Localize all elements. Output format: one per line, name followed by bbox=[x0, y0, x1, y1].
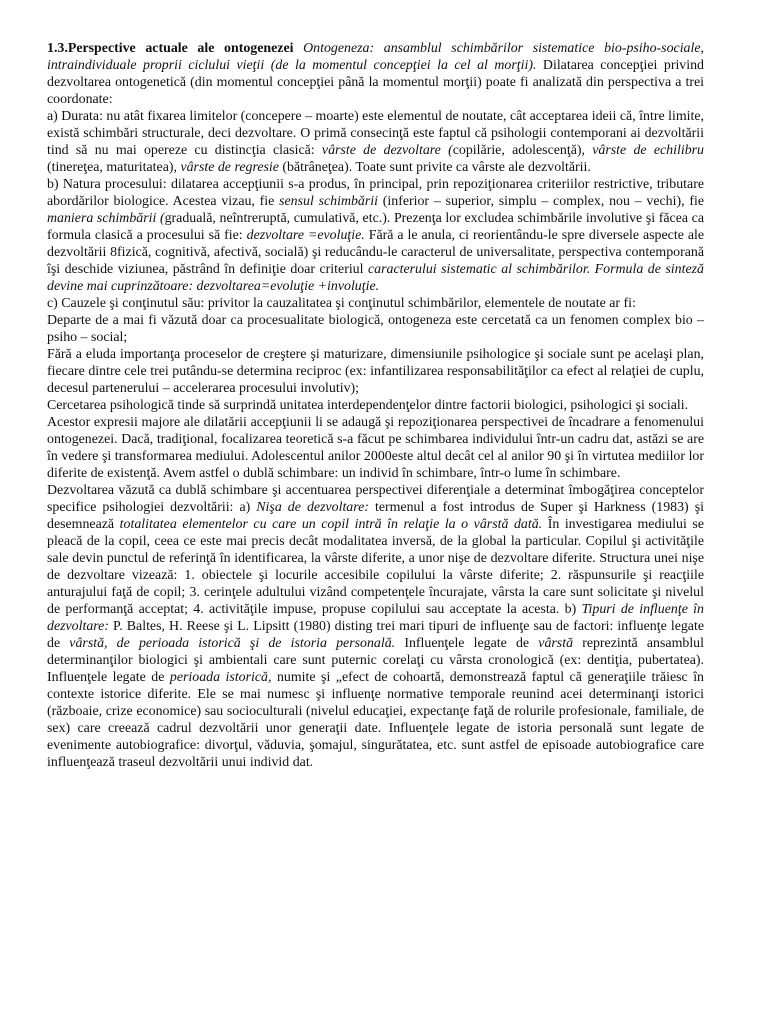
paragraph-b-natura bbox=[47, 176, 704, 295]
text-run: b) Natura procesului: dilatarea accepţiunii s-a produs, în principal, prin repoziţionarea criteriilor restrictive, tributare abordărilor biologice. Acestea vizau, fie bbox=[47, 177, 704, 209]
text-run: Dezvoltarea văzută ca dublă schimbare şi accentuarea perspectivei diferenţiale a determinat îmbogăţirea conceptelor specifice psihologiei dezvoltării: a) bbox=[47, 483, 704, 515]
text-run: a) Durata: nu atât fixarea limitelor (concepere – moarte) este elementul de noutate, cât acceptarea ideii că, între limite, există schimbări structurale, deci dezvoltare. O primă consecinţă este faptul că psihologii contemporani ai dezvoltării tind să nu mai opereze cu distincţia clasică: bbox=[47, 109, 704, 158]
list-item: Fără a eluda importanţa proceselor de creştere şi maturizare, dimensiunile psihologice şi sociale sunt pe acelaşi plan, fiecare dintre cele trei putându-se determina reciproc (ex: infantilizarea responsabilităţilor ca efect al relaţiei de cuplu, decesul partenerului – accelerarea procesului involutiv); bbox=[47, 347, 704, 396]
paragraph-a-durata bbox=[47, 108, 704, 176]
emphasis-run: dezvoltare =evoluţie. bbox=[246, 228, 365, 243]
intro-text: Dilatarea concepţiei privind dezvoltarea ontogenetică (din momentul concepţiei până la momentul morţii) poate fi analizată din perspectiva a trei coordonate: bbox=[47, 58, 705, 107]
emphasis-run: vârste de echilibru bbox=[592, 143, 704, 158]
paragraph-c-cauze: c) Cauzele şi conţinutul său: privitor la cauzalitatea şi conţinutul schimbărilor, elementele de noutate ar fi: bbox=[47, 296, 636, 311]
emphasis-run: totalitatea elementelor cu care un copil intră în relaţie la o vârstă dată. bbox=[119, 517, 543, 532]
list-item: Cercetarea psihologică tinde să surprindă unitatea interdependenţelor dintre factorii biologici, psihologici şi sociali. bbox=[47, 398, 689, 413]
emphasis-run: maniera schimbării ( bbox=[47, 211, 165, 226]
text-run: Fără a le anula, ci reorientându-le spre diversele aspecte ale dezvoltării 8fizică, cognitivă, afectivă, socială) şi reducându-le caracterul de universalitate, perspectiva contemporană îşi deschide viziunea, păstrând în definiţie doar criteriul bbox=[47, 228, 705, 277]
ontogeneza-definition: Ontogeneza: ansamblul schimbărilor sistematice bio-psiho-sociale, intraindividuale proprii ciclului vieţii (de la momentul concepţiei la cel al morţii). bbox=[47, 41, 704, 73]
emphasis-run: caracterului sistematic al schimbărilor. Formula de sinteză devine mai cuprinzătoare: dezvoltarea=evoluţie +involuţie. bbox=[47, 262, 704, 294]
emphasis-run: Nişa de dezvoltare: bbox=[256, 500, 369, 515]
text-run: termenul a fost introdus de Super şi Harkness (1983) şi desemnează bbox=[47, 500, 704, 532]
emphasis-run: perioada istorică, bbox=[169, 670, 272, 685]
text-run: Influenţele legate de bbox=[395, 636, 539, 651]
text-run: (inferior – superior, simplu – complex, nou – vechi), fie bbox=[378, 194, 704, 209]
text-run: graduală, neîntreruptă, cumulativă, etc.). Prezenţa lor excludea schimbările involutive şi făcea ca formula clasică a procesului să fie: bbox=[47, 211, 704, 243]
section-heading: 1.3.Perspective actuale ale ontogenezei bbox=[47, 41, 294, 56]
text-run: copilărie, adolescenţă), bbox=[452, 143, 593, 158]
paragraph-expresii: Acestor expresii majore ale dilatării accepţiunii li se adaugă şi repoziţionarea perspectivei de încadrare a fenomenului ontogenezei. Dacă, tradiţional, focalizarea teoretică s-a făcut pe schimbarea individului într-un cadru dat, astăzi se are în vedere şi transformarea mediului. Adolescentul anilor 2000este altul decât cel al anilor 90 şi în virtutea mediilor lor diferite de existenţă. Avem astfel o dublă schimbare: un individ în schimbare, într-o lume în schimbare. bbox=[47, 415, 704, 481]
text-run: (tinereţea, maturitatea), bbox=[47, 160, 181, 175]
text-run: numite şi „efect de cohoartă, demonstrează faptul că generaţiile trăiesc în contexte istorice diferite. Ele se mai numesc şi influenţe normative temporale reunind acei determinanţi istorici (războaie, crize economice) sau socioculturali (nivelul educaţiei, expectanţe faţă de rolurile profesionale, familiale, de sex) care creează cadrul dezvoltării unor generaţii date. Influenţele legate de istoria personală sunt legate de evenimente autobiografice: divorţul, văduvia, şomajul, singurătatea, etc. sunt astfel de episoade autobiografice care influenţează traseul dezvoltării unui individ dat. bbox=[47, 670, 704, 770]
emphasis-run: Tipuri de influenţe în dezvoltare: bbox=[47, 602, 704, 634]
emphasis-run: vârstă bbox=[538, 636, 574, 651]
emphasis-run: sensul schimbării bbox=[279, 194, 379, 209]
text-run: În investigarea mediului se pleacă de la copil, ceea ce este mai precis decât modalitatea inversă, de la global la particular. Copilul şi activităţile sale devin punctul de referinţă în identificarea, la vârste diferite, a unor nişe de dezvoltare diferite. Structura unei nişe de dezvoltare vizează: 1. obiectele şi locurile accesibile copilului la vârste diferite; 2. răspunsurile şi reacţiile anturajului faţă de copil; 3. cerinţele adultului vizând competenţele încurajate, vârsta la care sunt solicitate şi nivelul de performanţă acceptat; 4. activităţile impuse, propuse copilului sau acceptate la acesta. b) bbox=[47, 517, 704, 617]
text-run: (bătrâneţea). Toate sunt privite ca vârste ale dezvoltării. bbox=[278, 160, 591, 175]
text-run: P. Baltes, H. Reese şi L. Lipsitt (1980) disting trei mari tipuri de influenţe sau de factori: influenţe legate de bbox=[47, 619, 704, 651]
emphasis-run: vârstă, de perioada istorică şi de istoria personală. bbox=[69, 636, 396, 651]
document-page bbox=[47, 40, 704, 771]
emphasis-run: vârste de regresie bbox=[180, 160, 279, 175]
emphasis-run: vârste de dezvoltare ( bbox=[321, 143, 453, 158]
paragraph-dezvoltare-dubla bbox=[47, 482, 704, 771]
list-item: Departe de a mai fi văzută doar ca procesualitate biologică, ontogeneza este cercetată ca un fenomen complex bio – psiho – social; bbox=[47, 313, 704, 345]
text-run: reprezintă ansamblul determinanţilor biologici şi ambientali care sunt puternic corelaţi cu vârsta cronologică (ex: dentiţia, pubertatea). Influenţele legate de bbox=[47, 636, 704, 685]
intro-paragraph bbox=[47, 40, 704, 108]
